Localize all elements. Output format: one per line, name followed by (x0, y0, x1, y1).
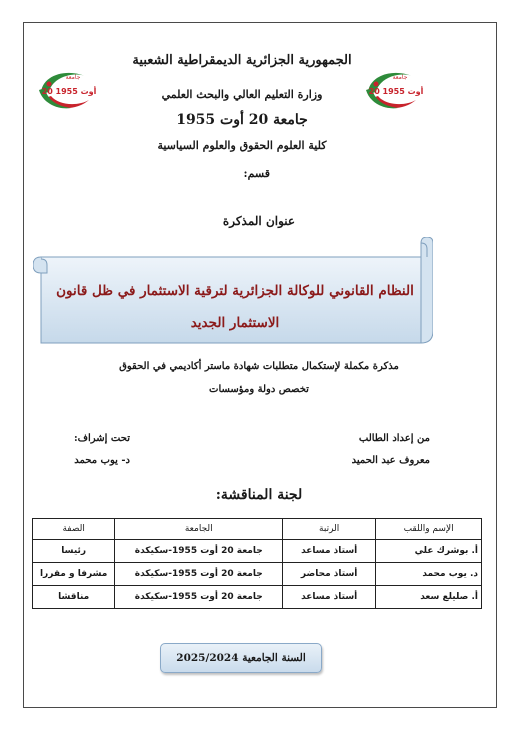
member-name: د. يوب محمد (376, 563, 482, 586)
academic-year-box (160, 643, 322, 673)
faculty-name: كلية العلوم الحقوق والعلوم السياسية (157, 139, 327, 152)
header-role: الصفة (33, 519, 115, 540)
member-university: جامعة 20 أوت 1955-سكيكدة (115, 540, 283, 563)
table-row (33, 586, 482, 609)
member-university: جامعة 20 أوت 1955-سكيكدة (115, 586, 283, 609)
memo-subtitle-specialty: تخصص دولة ومؤسسات (209, 384, 309, 395)
svg-text:20 أوت 1955: 20 أوت 1955 (368, 87, 424, 96)
memo-title-label: عنوان المذكرة (222, 214, 296, 228)
svg-text:جامعة: جامعة (392, 74, 408, 81)
ministry-name: وزارة التعليم العالي والبحث العلمي (161, 88, 323, 101)
supervisor-label: تحت إشراف: (73, 433, 130, 444)
supervisor-name: د- يوب محمد (74, 455, 130, 466)
table-header-row (33, 519, 482, 540)
table-row (33, 540, 482, 563)
student-name: معروف عبد الحميد (351, 455, 430, 466)
republic-name: الجمهورية الجزائرية الديمقراطية الشعبية (132, 53, 352, 68)
committee-title: لجنة المناقشة: (215, 487, 303, 503)
member-rank: أستاذ محاضر (283, 563, 376, 586)
member-rank: أستاذ مساعد (283, 540, 376, 563)
committee-table-wrap (32, 518, 482, 609)
member-name: أ. بوشرك علي (376, 540, 482, 563)
department-label: قسم: (243, 167, 270, 180)
academic-year: السنة الجامعية 2025/2024 (176, 652, 306, 664)
prepared-by-label: من إعداد الطالب (358, 433, 430, 444)
header-name: الإسم واللقب (376, 519, 482, 540)
member-rank: أستاذ مساعد (283, 586, 376, 609)
memo-subtitle-degree: مذكرة مكملة لإستكمال متطلبات شهادة ماستر أكاديمي في الحقوق (119, 361, 399, 372)
thesis-title-line1: النظام القانوني للوكالة الجزائرية لترقية الاستثمار في ظل قانون (56, 283, 414, 299)
member-role: رئيسا (33, 540, 115, 563)
university-name: جامعة 20 أوت 1955 (176, 112, 308, 128)
member-university: جامعة 20 أوت 1955-سكيكدة (115, 563, 283, 586)
committee-table (32, 518, 482, 609)
member-name: أ. صليلع سعد (376, 586, 482, 609)
thesis-title-line2: الاستثمار الجديد (190, 315, 280, 331)
member-role: مشرفا و مقررا (33, 563, 115, 586)
svg-text:20 أوت 1955: 20 أوت 1955 (41, 87, 97, 96)
thesis-title (55, 275, 415, 339)
header-university: الجامعة (115, 519, 283, 540)
header-rank: الرتبة (283, 519, 376, 540)
svg-text:جامعة: جامعة (65, 74, 81, 81)
member-role: مناقشا (33, 586, 115, 609)
table-row (33, 563, 482, 586)
